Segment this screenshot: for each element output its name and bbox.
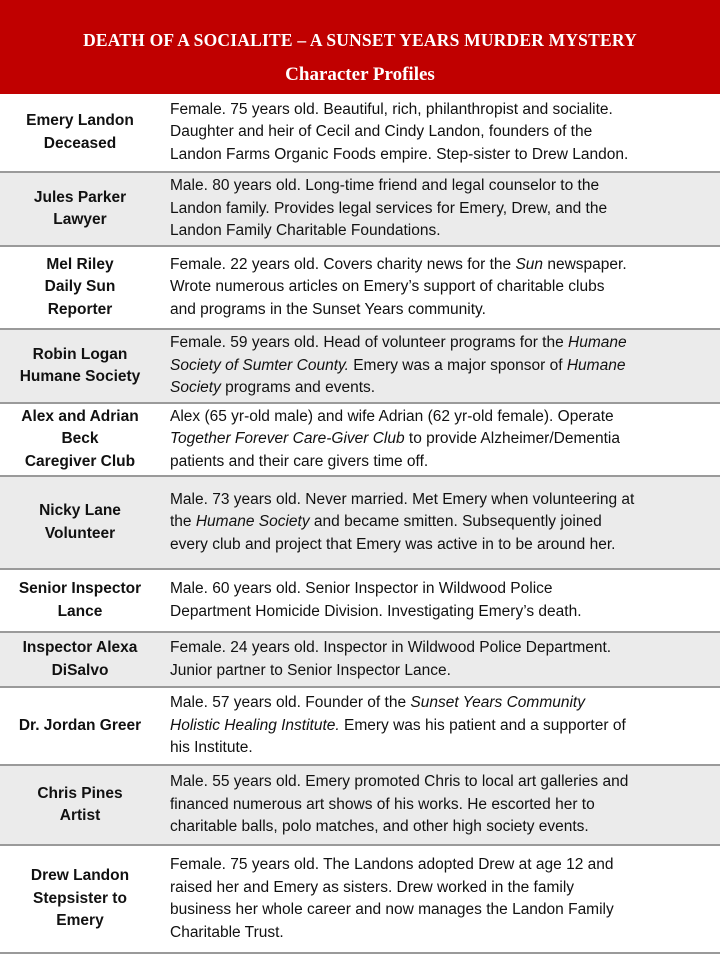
character-row xyxy=(0,173,720,247)
character-row xyxy=(0,688,720,766)
character-description xyxy=(160,254,720,322)
description-italic-text: Sun xyxy=(515,255,544,273)
character-name-line: Volunteer xyxy=(44,524,116,542)
character-name xyxy=(0,187,160,232)
character-row xyxy=(0,477,720,570)
character-row xyxy=(0,633,720,688)
character-description xyxy=(160,771,720,839)
description-text: Male. 55 years old. Emery promoted Chris to local art galleries and financed numerous art shows of his works. He escorted her to charitable balls, polo matches, and other high society events. xyxy=(170,773,629,836)
character-row xyxy=(0,570,720,633)
character-name-line: Daily Sun xyxy=(44,278,116,296)
character-name-line: Robin Logan xyxy=(32,345,128,363)
description-italic-text: Sunset Years Community Holistic Healing Institute. xyxy=(170,694,585,734)
character-name xyxy=(0,344,160,389)
character-name-line: Drew Landon xyxy=(30,867,130,885)
document-subtitle: Character Profiles xyxy=(285,64,435,85)
description-text: Male. 73 years old. Never married. Met Emery when volunteering at the xyxy=(170,490,635,531)
character-name xyxy=(0,110,160,155)
description-text: and became smitten. Subsequently joined every club and project that Emery was active in to be around her. xyxy=(170,513,616,553)
description-text: Emery was a major sponsor of xyxy=(348,356,567,374)
character-row xyxy=(0,404,720,477)
character-name-line: Inspector Alexa xyxy=(22,639,138,656)
description-text: Female. 22 years old. Covers charity news for the xyxy=(170,255,516,273)
description-text: Alex (65 yr-old male) and wife Adrian (62 yr-old female). Operate xyxy=(170,407,614,425)
character-row xyxy=(0,766,720,846)
character-name xyxy=(0,500,160,545)
document-header xyxy=(0,0,720,94)
character-name-line: Caregiver Club xyxy=(24,452,136,470)
character-name-line: Emery Landon xyxy=(26,112,134,129)
character-description xyxy=(160,406,720,474)
description-text: Female. 75 years old. The Landons adopted Drew at age 12 and raised her and Emery as sisters. Drew worked in the family business her whole career and now manages the Landon Family Charitable Trust. xyxy=(170,856,614,941)
character-name-line: Reporter xyxy=(47,300,113,318)
character-description xyxy=(160,175,720,243)
description-text: Male. 57 years old. Founder of the xyxy=(170,694,411,712)
character-name-line: Stepsister to xyxy=(33,889,127,907)
character-name-line: DiSalvo xyxy=(51,661,109,679)
description-text: programs and events. xyxy=(220,379,376,397)
description-text: Male. 80 years old. Long-time friend and legal counselor to the Landon family. Provides legal services for Emery, Drew, and the Landon Family Charitable Foundations. xyxy=(170,177,608,240)
character-name xyxy=(0,783,160,828)
character-description xyxy=(160,578,720,623)
character-name-line: Alex and Adrian xyxy=(21,407,139,425)
description-text: newspaper. Wrote numerous articles on Emery’s support of charitable clubs and programs in the Sunset Years community. xyxy=(170,255,627,318)
description-text: Emery was his patient and a supporter of his Institute. xyxy=(170,716,626,757)
character-description xyxy=(160,854,720,944)
character-name-line: Nicky Lane xyxy=(39,502,121,519)
character-name-line: Jules Parker xyxy=(33,188,127,206)
character-row xyxy=(0,247,720,330)
description-text: Female. 75 years old. Beautiful, rich, philanthropist and socialite. Daughter and heir of Cecil and Cindy Landon, founders of the Landon Farms Organic Foods empire. Step-sister to Drew Landon. xyxy=(170,100,629,163)
character-name xyxy=(0,865,160,933)
character-name xyxy=(0,254,160,322)
character-name-line: Senior Inspector xyxy=(18,580,142,597)
character-description xyxy=(160,692,720,760)
character-name xyxy=(0,637,160,682)
character-name-line: Lance xyxy=(57,602,103,620)
document-title: DEATH OF A SOCIALITE – A SUNSET YEARS MURDER MYSTERY xyxy=(83,30,637,50)
description-text: Female. 59 years old. Head of volunteer programs for the xyxy=(170,334,569,352)
character-description xyxy=(160,99,720,167)
description-italic-text: Humane Society of Sumter County. xyxy=(170,334,627,374)
character-row xyxy=(0,846,720,954)
character-description xyxy=(160,637,720,682)
character-row xyxy=(0,94,720,173)
character-row xyxy=(0,330,720,404)
description-text: Female. 24 years old. Inspector in Wildwood Police Department. Junior partner to Senior Inspector Lance. xyxy=(170,639,612,679)
character-table xyxy=(0,94,720,954)
character-name-line: Chris Pines xyxy=(37,784,123,802)
character-name-line: Deceased xyxy=(43,134,117,152)
character-name xyxy=(0,715,160,738)
character-name-line: Humane Society xyxy=(19,368,141,385)
description-text: Male. 60 years old. Senior Inspector in Wildwood Police Department Homicide Division. Investigating Emery’s death. xyxy=(170,580,582,620)
description-italic-text: Together Forever Care-Giver Club xyxy=(170,430,405,448)
description-text: to provide Alzheimer/Dementia patients and their care givers time off. xyxy=(170,430,620,470)
character-name xyxy=(0,406,160,474)
character-name-line: Emery xyxy=(56,912,104,930)
character-name-line: Beck xyxy=(61,430,99,448)
character-description xyxy=(160,332,720,400)
character-name xyxy=(0,578,160,623)
character-description xyxy=(160,489,720,557)
character-name-line: Mel Riley xyxy=(46,255,114,273)
description-italic-text: Humane Society xyxy=(195,513,310,531)
character-name-line: Dr. Jordan Greer xyxy=(18,716,142,734)
description-italic-text: Humane Society xyxy=(170,356,626,397)
character-name-line: Artist xyxy=(59,807,101,824)
character-name-line: Lawyer xyxy=(53,211,107,228)
